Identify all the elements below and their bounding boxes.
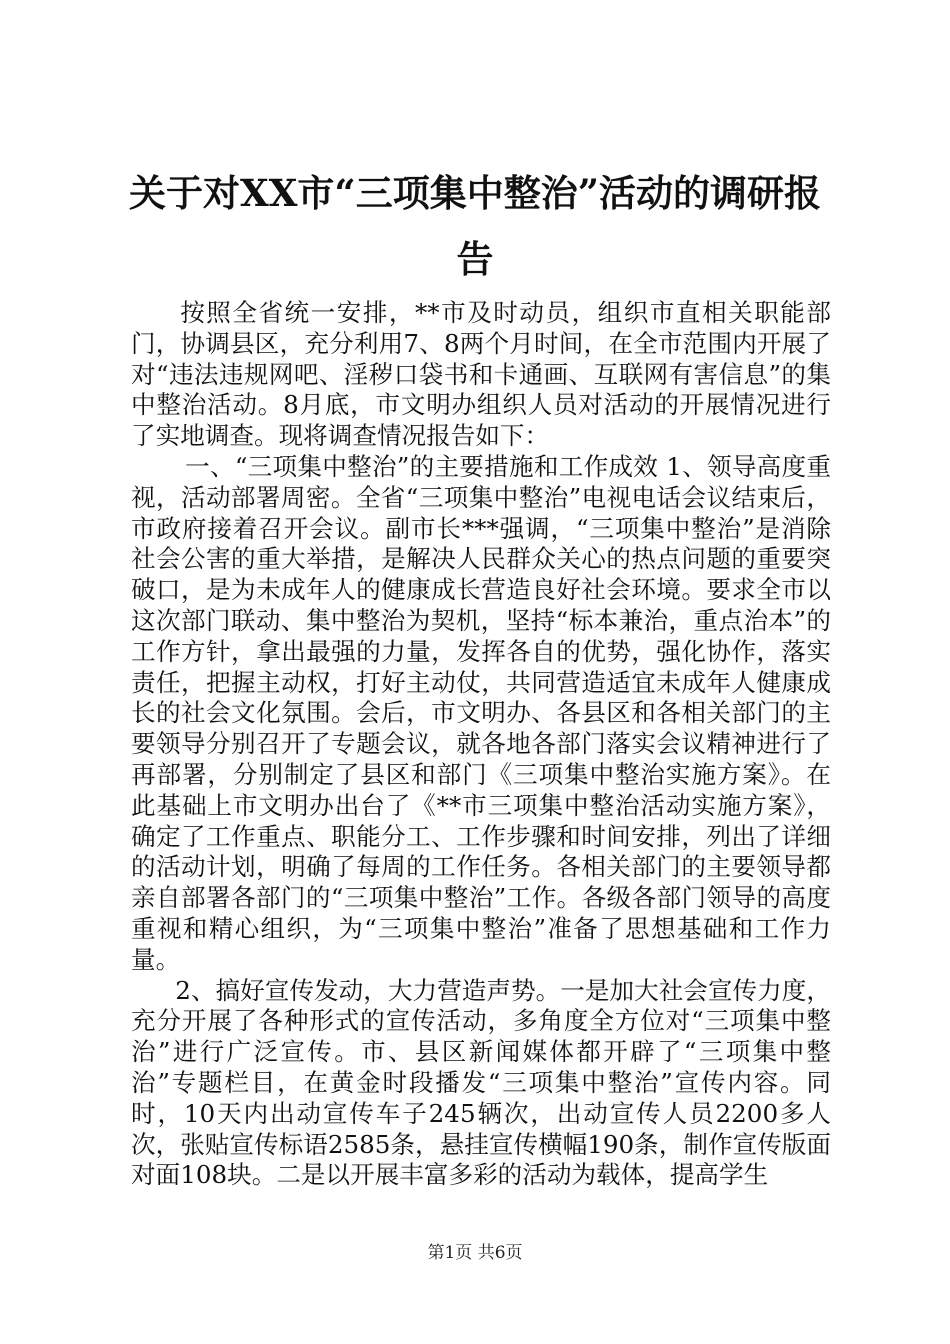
page-number-footer: 第1页 共6页 (427, 1243, 523, 1263)
document-title: 关于对XX市“三项集中整治”活动的调研报告 (129, 171, 821, 281)
paragraph-section-one: 一、“三项集中整治”的主要措施和工作成效 1、领导高度重视，活动部署周密。全省“三项集中整治”电视电话会议结束后，市政府接着召开会议。副市长***强调，“三项集中整治”是消除社会公害的重大举措，是解决人民群众关心的热点问题的重要突破口，是为未成年人的健康成长营造良好社会环境。要求全市以这次部门联动、集中整治为契机，坚持“标本兼治，重点治本”的工作方针，拿出最强的力量，发挥各自的优势，强化协作，落实责任，把握主动权，打好主动仗，共同营造适宜未成年人健康成长的社会文化氛围。会后，市文明办、各县区和各相关部门的主要领导分别召开了专题会议，就各地各部门落实会议精神进行了再部署，分别制定了县区和部门《三项集中整治实施方案》。在此基础上市文明办出台了《**市三项集中整治活动实施方案》，确定了工作重点、职能分工、工作步骤和时间安排，列出了详细的活动计划，明确了每周的工作任务。各相关部门的主要领导都亲自部署各部门的“三项集中整治”工作。各级各部门领导的高度重视和精心组织，为“三项集中整治”准备了思想基础和工作力量。 (131, 451, 831, 974)
paragraph-item-two: 2、搞好宣传发动，大力营造声势。一是加大社会宣传力度，充分开展了各种形式的宣传活动，多角度全方位对“三项集中整治”进行广泛宣传。市、县区新闻媒体都开辟了“三项集中整治”专题栏目，在黄金时段播发“三项集中整治”宣传内容。同时，10天内出动宣传车子245辆次，出动宣传人员2200多人次，张贴宣传标语2585条，悬挂宣传横幅190条，制作宣传版面对面108块。二是以开展丰富多彩的活动为载体，提高学生 (131, 975, 831, 1190)
paragraph-intro: 按照全省统一安排，**市及时动员，组织市直相关职能部门，协调县区，充分利用7、8两个月时间，在全市范围内开展了对“违法违规网吧、淫秽口袋书和卡通画、互联网有害信息”的集中整治活动。8月底，市文明办组织人员对活动的开展情况进行了实地调查。现将调查情况报告如下： (131, 298, 831, 451)
document-body (131, 298, 831, 1191)
